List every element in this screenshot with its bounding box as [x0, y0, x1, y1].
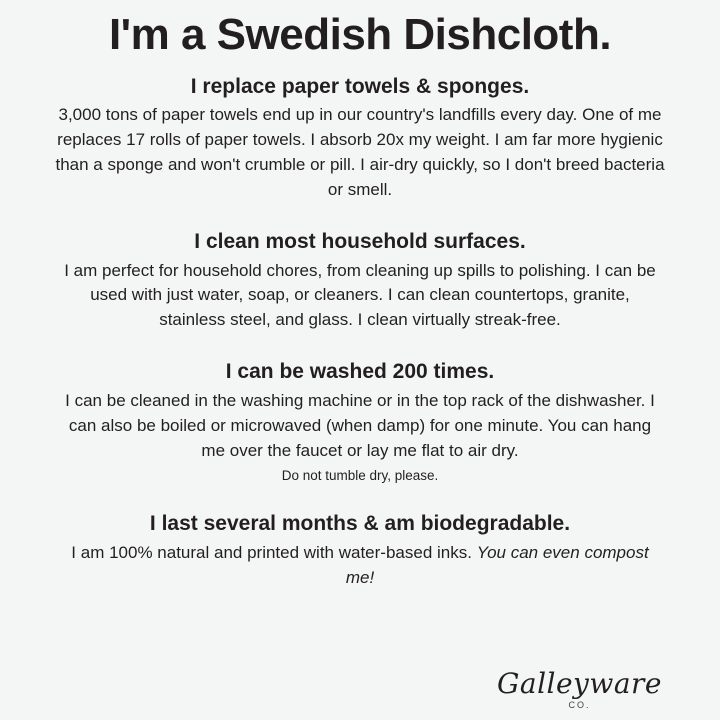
section-note: Do not tumble dry, please. — [281, 467, 439, 483]
brand-sub: CO. — [568, 700, 591, 710]
section-body-plain: I am 100% natural and printed with water-based inks. — [71, 542, 477, 562]
section-body: I am perfect for household chores, from cleaning up spills to polishing. I can be used with just water, soap, or cleaners. I can clean countertops, granite, stainless steel, and glass. I clean virtually streak-free. — [64, 260, 656, 330]
section-heading: I can be washed 200 times. — [225, 360, 495, 384]
section-body — [55, 541, 665, 591]
brand-name: Galleyware — [497, 667, 662, 700]
section-heading: I clean most household surfaces. — [194, 230, 526, 254]
section-heading: I replace paper towels & sponges. — [190, 75, 530, 99]
section-washed-200-times — [30, 359, 690, 485]
section-body-italic: You can even compost me! — [345, 542, 649, 587]
section-heading: I last several months & am biodegradable. — [149, 512, 571, 536]
section-body: 3,000 tons of paper towels end up in our country's landfills every day. One of me replaces 17 rolls of paper towels. I absorb 20x my weight. I am far more hygienic than a sponge and won't crumble or pill. I air-dry quickly, so I don't breed bacteria or smell. — [55, 105, 665, 200]
section-replace-paper-towels — [30, 74, 690, 203]
section-clean-surfaces — [30, 229, 690, 333]
section-biodegradable — [30, 511, 690, 590]
page-title: I'm a Swedish Dishcloth. — [108, 10, 612, 59]
section-body: I can be cleaned in the washing machine or in the top rack of the dishwasher. I can also be boiled or microwaved (when damp) for one minute. You can hang me over the faucet or lay me flat to air dry. — [65, 390, 655, 460]
brand-logo — [497, 667, 662, 710]
